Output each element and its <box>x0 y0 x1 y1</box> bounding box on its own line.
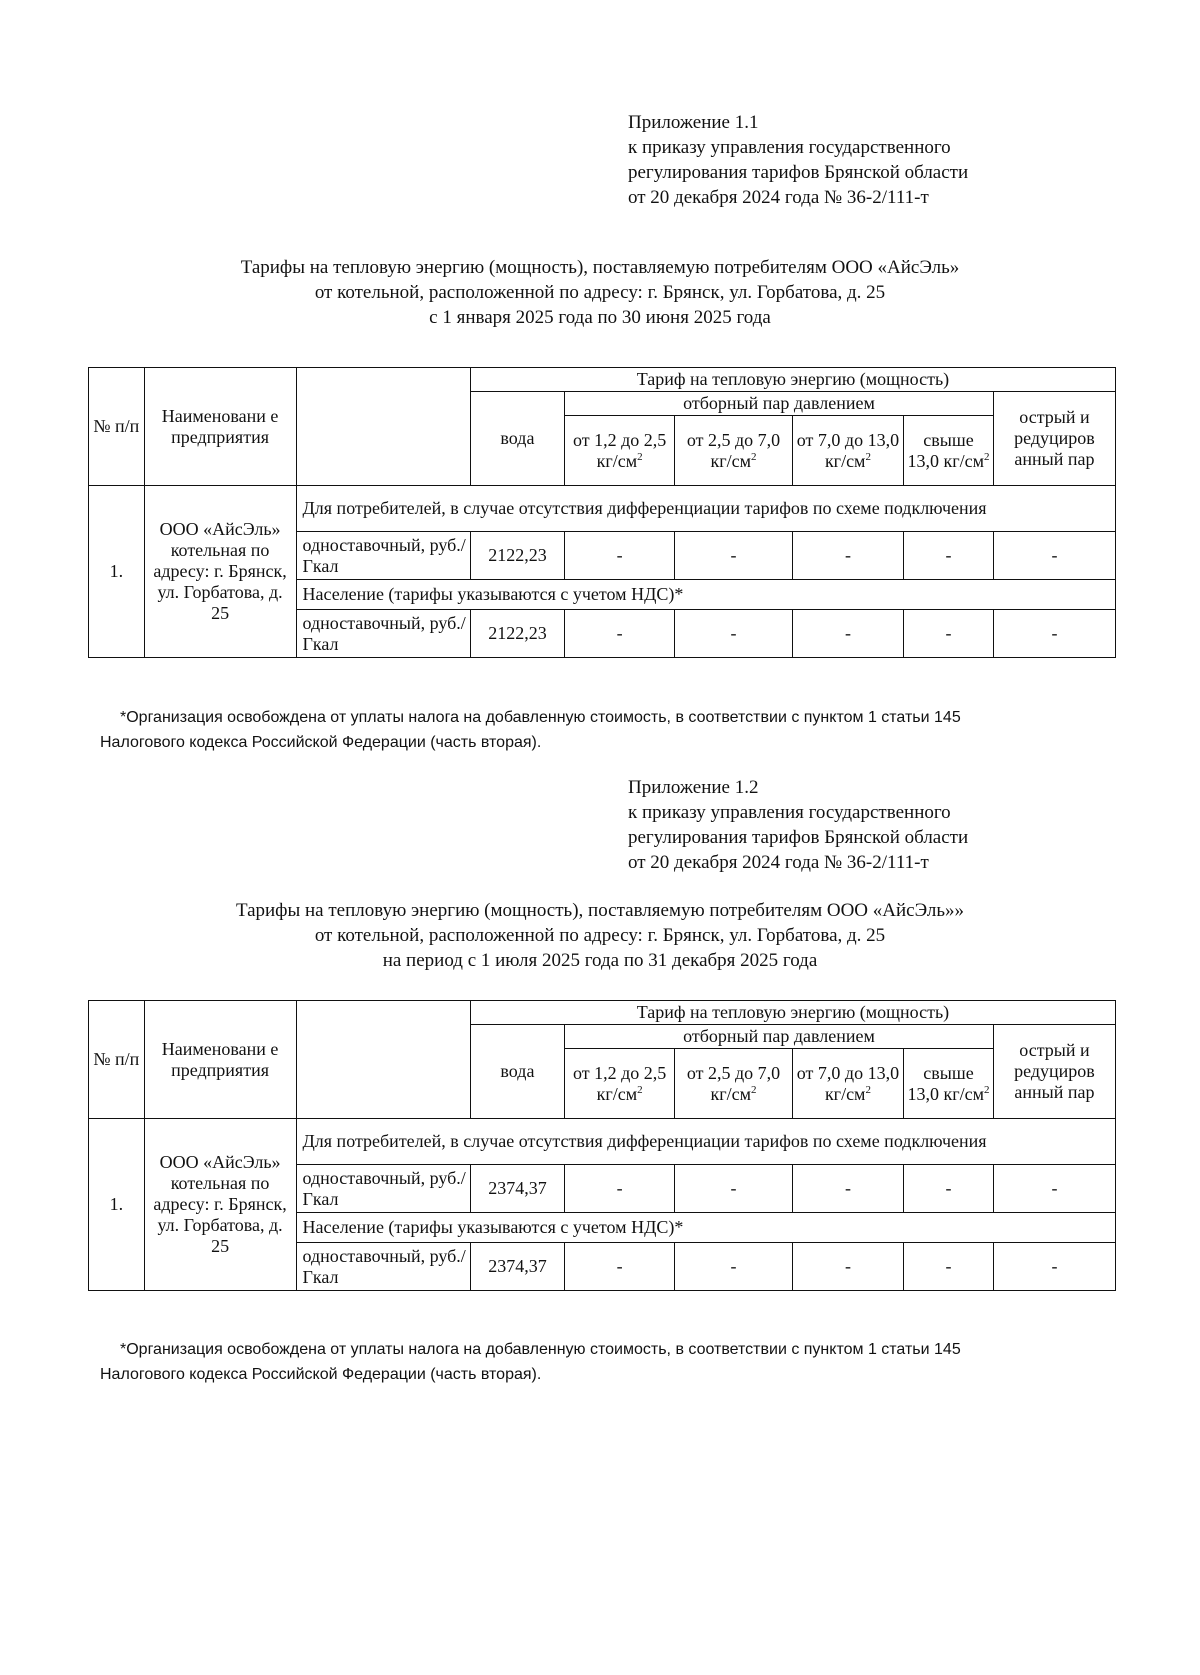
title-line: Тарифы на тепловую энергию (мощность), поставляемую потребителям ООО «АйсЭль» <box>240 257 960 278</box>
rate-label: одноставочный, руб./Гкал <box>296 610 470 658</box>
row-number: 1. <box>89 486 145 658</box>
dash-cell: - <box>904 1243 994 1291</box>
title-line: на период с 1 июля 2025 года по 31 декабря 2025 года <box>382 950 818 971</box>
header-enterprise-name: Наименовани е предприятия <box>144 1001 296 1119</box>
group-population: Население (тарифы указываются с учетом НДС)* <box>296 580 1115 610</box>
dash-cell: - <box>565 532 675 580</box>
header-tariff: Тариф на тепловую энергию (мощность) <box>470 368 1115 392</box>
dash-cell: - <box>904 532 994 580</box>
group-consumers: Для потребителей, в случае отсутствия дифференциации тарифов по схеме подключения <box>296 486 1115 532</box>
appendix-header <box>628 110 968 210</box>
dash-cell: - <box>565 1243 675 1291</box>
appendix-number: Приложение 1.1 <box>628 112 759 133</box>
appendix-order-line: к приказу управления государственного <box>628 137 951 158</box>
dash-cell: - <box>792 1243 903 1291</box>
tariff-table <box>88 367 1116 658</box>
appendix-header <box>628 775 968 875</box>
dash-cell: - <box>792 532 903 580</box>
footnote <box>100 705 1110 755</box>
dash-cell: - <box>904 1165 994 1213</box>
dash-cell: - <box>792 610 903 658</box>
dash-cell: - <box>792 1165 903 1213</box>
appendix-authority-line: регулирования тарифов Брянской области <box>628 827 969 848</box>
organization-name: ООО «АйсЭль» котельная по адресу: г. Брянск, ул. Горбатова, д. 25 <box>144 486 296 658</box>
dash-cell: - <box>904 610 994 658</box>
title-line: с 1 января 2025 года по 30 июня 2025 года <box>429 307 771 328</box>
organization-name: ООО «АйсЭль» котельная по адресу: г. Брянск, ул. Горбатова, д. 25 <box>144 1119 296 1291</box>
title-line: Тарифы на тепловую энергию (мощность), поставляемую потребителям ООО «АйсЭль»» <box>235 900 965 921</box>
header-pressure-1: от 1,2 до 2,5 $кг/см^2$ <box>565 1049 675 1119</box>
footnote-line: *Организация освобождена от уплаты налога на добавленную стоимость, в соответствии с пунктом 1 статьи 145 <box>120 1341 961 1358</box>
title-line: от котельной, расположенной по адресу: г. Брянск, ул. Горбатова, д. 25 <box>314 282 886 303</box>
rate-label: одноставочный, руб./Гкал <box>296 1243 470 1291</box>
document-title <box>0 255 1200 330</box>
rate-label: одноставочный, руб./Гкал <box>296 532 470 580</box>
title-line: от котельной, расположенной по адресу: г. Брянск, ул. Горбатова, д. 25 <box>314 925 886 946</box>
dash-cell: - <box>675 610 793 658</box>
header-sharp-steam: острый и редуциров анный пар <box>993 1025 1115 1119</box>
dash-cell: - <box>993 532 1115 580</box>
header-pressure-1: от 1,2 до 2,5 $кг/см^2$ <box>565 416 675 486</box>
header-tariff: Тариф на тепловую энергию (мощность) <box>470 1001 1115 1025</box>
header-number: № п/п <box>89 368 145 486</box>
header-empty-cell <box>296 368 470 486</box>
appendix-order-line: к приказу управления государственного <box>628 802 951 823</box>
dash-cell: - <box>993 1165 1115 1213</box>
footnote <box>100 1337 1110 1387</box>
tariff-table <box>88 1000 1116 1291</box>
footnote-line: Налогового кодекса Российской Федерации (часть вторая). <box>100 1366 542 1383</box>
header-pressure-2: от 2,5 до 7,0 $кг/см^2$ <box>675 1049 793 1119</box>
appendix-order-date: от 20 декабря 2024 года № 36-2/111-т <box>628 852 929 873</box>
header-sharp-steam: острый и редуциров анный пар <box>993 392 1115 486</box>
header-number: № п/п <box>89 1001 145 1119</box>
dash-cell: - <box>675 532 793 580</box>
header-extraction-steam: отборный пар давлением <box>565 1025 994 1049</box>
header-pressure-4: свыше 13,0 $кг/см^2$ <box>904 416 994 486</box>
dash-cell: - <box>675 1243 793 1291</box>
header-enterprise-name: Наименовани е предприятия <box>144 368 296 486</box>
appendix-order-date: от 20 декабря 2024 года № 36-2/111-т <box>628 187 929 208</box>
dash-cell: - <box>993 1243 1115 1291</box>
appendix-authority-line: регулирования тарифов Брянской области <box>628 162 969 183</box>
header-pressure-4: свыше 13,0 $кг/см^2$ <box>904 1049 994 1119</box>
dash-cell: - <box>993 610 1115 658</box>
rate-label: одноставочный, руб./Гкал <box>296 1165 470 1213</box>
water-value: 2122,23 <box>470 532 564 580</box>
water-value: 2374,37 <box>470 1165 564 1213</box>
header-pressure-3: от 7,0 до 13,0 $кг/см^2$ <box>792 416 903 486</box>
footnote-line: *Организация освобождена от уплаты налога на добавленную стоимость, в соответствии с пунктом 1 статьи 145 <box>120 709 961 726</box>
dash-cell: - <box>565 1165 675 1213</box>
document-title <box>0 898 1200 973</box>
water-value: 2374,37 <box>470 1243 564 1291</box>
dash-cell: - <box>565 610 675 658</box>
header-empty-cell <box>296 1001 470 1119</box>
water-value: 2122,23 <box>470 610 564 658</box>
header-water: вода <box>470 1025 564 1119</box>
header-pressure-3: от 7,0 до 13,0 $кг/см^2$ <box>792 1049 903 1119</box>
header-pressure-2: от 2,5 до 7,0 $кг/см^2$ <box>675 416 793 486</box>
header-water: вода <box>470 392 564 486</box>
header-extraction-steam: отборный пар давлением <box>565 392 994 416</box>
dash-cell: - <box>675 1165 793 1213</box>
row-number: 1. <box>89 1119 145 1291</box>
appendix-number: Приложение 1.2 <box>628 777 759 798</box>
group-consumers: Для потребителей, в случае отсутствия дифференциации тарифов по схеме подключения <box>296 1119 1115 1165</box>
group-population: Население (тарифы указываются с учетом НДС)* <box>296 1213 1115 1243</box>
footnote-line: Налогового кодекса Российской Федерации (часть вторая). <box>100 734 542 751</box>
